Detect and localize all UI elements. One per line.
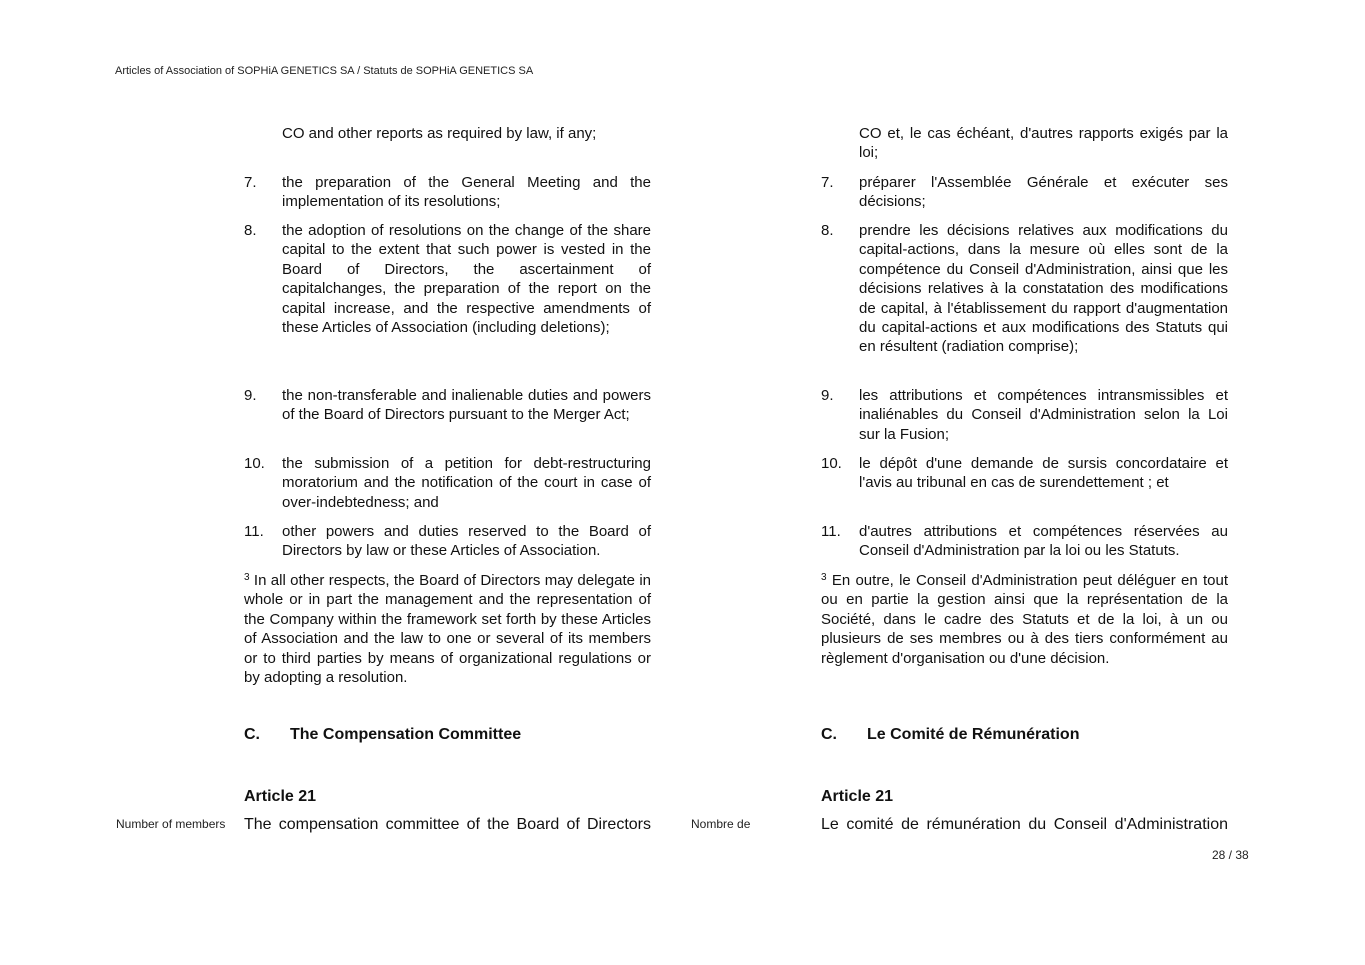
paragraph-superscript: 3 xyxy=(244,572,250,583)
list-item xyxy=(244,221,651,337)
paragraph-superscript: 3 xyxy=(821,572,827,583)
article-heading: Article 21 xyxy=(244,788,317,805)
article-text: Le comité de rémunération du Conseil d'Administration xyxy=(821,816,1228,833)
paragraph-text: En outre, le Conseil d'Administration peut déléguer en tout ou en partie la gestion ainsi que la représentation de la Société, dans le cadre des Statuts et de la loi, à un ou plusieurs de ses membres ou à des tiers conformément au règlement d'organisation ou d'une décision. xyxy=(821,572,1228,667)
list-item xyxy=(821,522,1228,561)
continuation-text: CO and other reports as required by law, if any; xyxy=(282,125,597,142)
article-text: The compensation committee of the Board of Directors xyxy=(244,816,651,833)
item-text: le dépôt d'une demande de sursis concordataire et l'avis au tribunal en cas de surendettement ; et xyxy=(859,455,1228,492)
section-letter: C. xyxy=(821,726,837,743)
item-text: the submission of a petition for debt-restructuring moratorium and the notification of the court in case of over-indebtedness; and xyxy=(282,455,651,511)
item-number: 7. xyxy=(821,174,834,191)
paragraph-text: In all other respects, the Board of Directors may delegate in whole or in part the management and the representation of the Company within the framework set forth by these Articles of Association and the law to one or several of its members or to third parties by means of organizational regulations or by adopting a resolution. xyxy=(244,572,651,687)
section-letter: C. xyxy=(244,726,260,743)
item-text: les attributions et compétences intransmissibles et inaliénables du Conseil d'Administration selon la Loi sur la Fusion; xyxy=(859,387,1228,443)
page-header: Articles of Association of SOPHiA GENETICS SA / Statuts de SOPHiA GENETICS SA xyxy=(115,65,534,77)
item-text: d'autres attributions et compétences réservées au Conseil d'Administration par la loi ou les Statuts. xyxy=(859,523,1228,560)
section-heading xyxy=(821,725,1079,744)
article-heading: Article 21 xyxy=(821,788,894,805)
item-number: 9. xyxy=(244,387,257,404)
list-item xyxy=(821,221,1228,357)
item-number: 7. xyxy=(244,174,257,191)
list-item xyxy=(244,173,651,212)
list-item xyxy=(821,386,1228,444)
item-number: 11. xyxy=(821,523,841,540)
item-number: 9. xyxy=(821,387,834,404)
continuation-text: CO et, le cas échéant, d'autres rapports exigés par la loi; xyxy=(859,125,1228,162)
item-text: préparer l'Assemblée Générale et exécuter ses décisions; xyxy=(859,174,1228,211)
list-item xyxy=(244,386,651,425)
list-item xyxy=(244,522,651,561)
item-number: 8. xyxy=(821,222,834,239)
page-number: 28 / 38 xyxy=(1212,848,1249,862)
item-number: 11. xyxy=(244,523,264,540)
list-item xyxy=(821,173,1228,212)
item-text: the preparation of the General Meeting and the implementation of its resolutions; xyxy=(282,174,651,211)
item-number: 8. xyxy=(244,222,257,239)
item-text: other powers and duties reserved to the Board of Directors by law or these Articles of Association. xyxy=(282,523,651,560)
list-item xyxy=(821,454,1228,493)
item-text: the adoption of resolutions on the change of the share capital to the extent that such power is vested in the Board of Directors, the ascertainment of capitalchanges, the preparation of the report on the capital increase, and the respective amendments of these Articles of Association (including deletions); xyxy=(282,222,651,337)
item-number: 10. xyxy=(244,455,265,472)
section-title: Le Comité de Rémunération xyxy=(867,726,1080,743)
section-heading xyxy=(244,725,521,744)
item-number: 10. xyxy=(821,455,842,472)
section-title: The Compensation Committee xyxy=(290,726,522,743)
margin-note-fr: Nombre de xyxy=(691,817,751,831)
item-text: prendre les décisions relatives aux modifications du capital-actions, dans la mesure où elles sont de la compétence du Conseil d'Administration, ainsi que les décisions relatives à la constatation des modifications de capital, à l'établissement du rapport d'augmentation du capital-actions et aux modifications des Statuts qui en résultent (radiation comprise); xyxy=(859,222,1228,356)
delegation-paragraph xyxy=(244,571,651,687)
margin-note-en: Number of members xyxy=(116,817,226,831)
delegation-paragraph xyxy=(821,571,1228,668)
item-text: the non-transferable and inalienable duties and powers of the Board of Directors pursuant to the Merger Act; xyxy=(282,387,651,424)
list-item xyxy=(244,454,651,512)
